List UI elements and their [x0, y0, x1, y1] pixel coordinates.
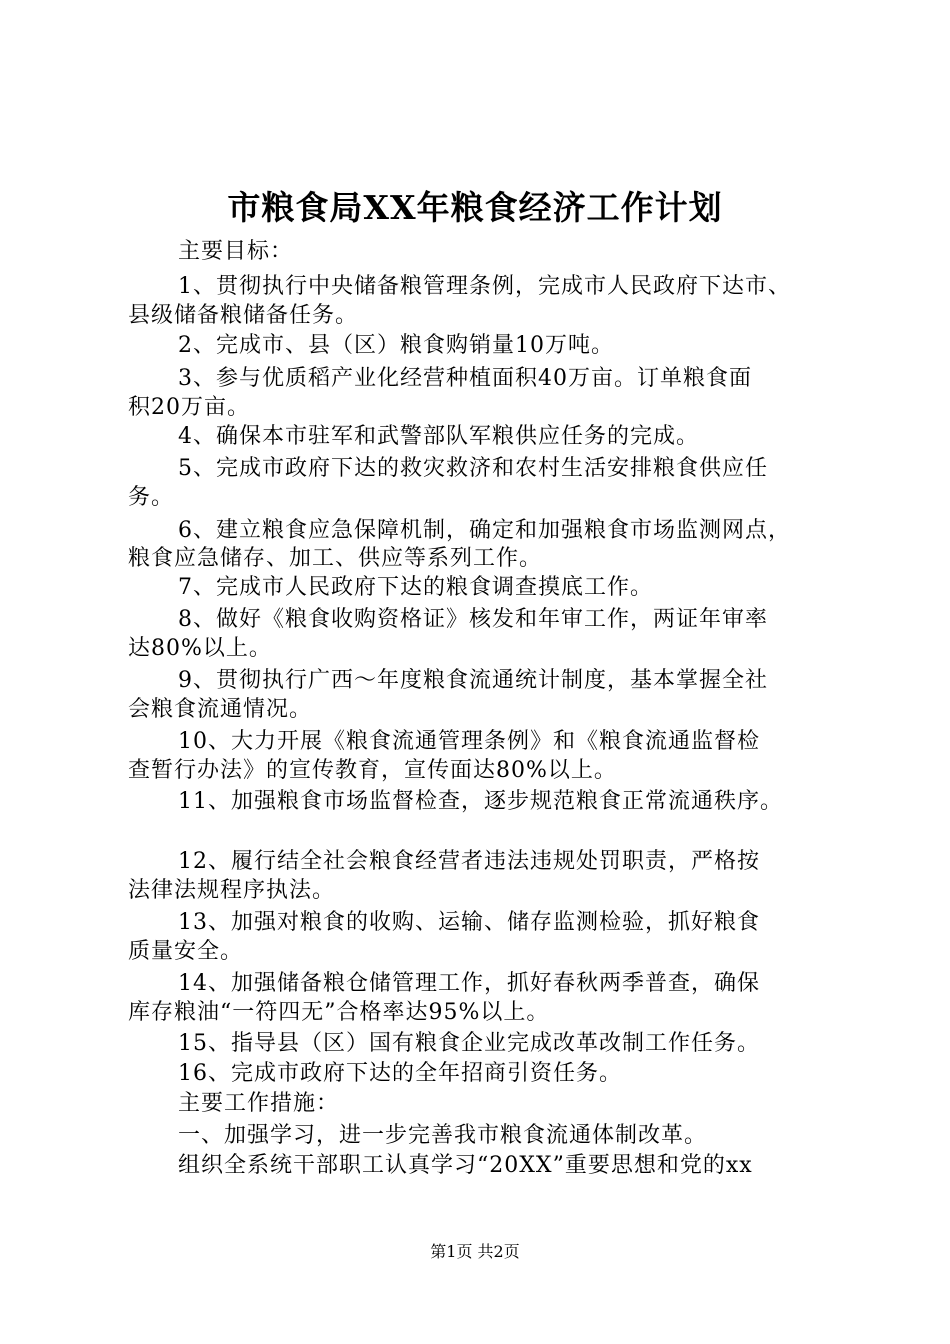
paragraph-line: 12、履行结全社会粮食经营者违法违规处罚职责，严格按 [178, 849, 760, 874]
paragraph-line: 达80%以上。 [128, 636, 272, 661]
paragraph-line: 积20万亩。 [128, 395, 250, 420]
paragraph-line: 15、指导县（区）国有粮食企业完成改革改制工作任务。 [178, 1031, 760, 1056]
paragraph-line: 务。 [128, 485, 175, 510]
paragraph-line: 2、完成市、县（区）粮食购销量10万吨。 [178, 333, 614, 358]
paragraph-line: 5、完成市政府下达的救灾救济和农村生活安排粮食供应任 [178, 456, 768, 481]
paragraph-line: 质量安全。 [128, 939, 244, 964]
page-footer: 第1页 共2页 [430, 1242, 520, 1261]
paragraph-line: 会粮食流通情况。 [128, 697, 313, 722]
paragraph-line: 组织全系统干部职工认真学习“20XX”重要思想和党的xx [178, 1153, 753, 1178]
paragraph-line: 查暂行办法》的宣传教育，宣传面达80%以上。 [128, 758, 617, 783]
paragraph-line: 8、做好《粮食收购资格证》核发和年审工作，两证年审率 [178, 607, 768, 632]
paragraph-line: 11、加强粮食市场监督检查，逐步规范粮食正常流通秩序。 [178, 789, 783, 814]
paragraph-line: 13、加强对粮食的收购、运输、储存监测检验，抓好粮食 [178, 910, 760, 935]
paragraph-line: 7、完成市人民政府下达的粮食调查摸底工作。 [178, 575, 653, 600]
paragraph-line: 县级储备粮储备任务。 [128, 303, 359, 328]
paragraph-line: 9、贯彻执行广西～年度粮食流通统计制度，基本掌握全社 [178, 668, 768, 693]
paragraph-line: 法律法规程序执法。 [128, 878, 336, 903]
paragraph-line: 一、加强学习，进一步完善我市粮食流通体制改革。 [178, 1123, 708, 1148]
section-heading-goals: 主要目标： [178, 239, 294, 264]
paragraph-line: 10、大力开展《粮食流通管理条例》和《粮食流通监督检 [178, 729, 760, 754]
paragraph-line: 库存粮油“一符四无”合格率达95%以上。 [128, 1000, 550, 1025]
paragraph-line: 14、加强储备粮仓储管理工作，抓好春秋两季普查，确保 [178, 971, 760, 996]
paragraph-line: 1、贯彻执行中央储备粮管理条例，完成市人民政府下达市、 [178, 274, 791, 299]
paragraph-line: 粮食应急储存、加工、供应等系列工作。 [128, 546, 543, 571]
paragraph-line: 4、确保本市驻军和武警部队军粮供应任务的完成。 [178, 424, 699, 449]
document-title: 市粮食局XX年粮食经济工作计划 [227, 188, 723, 227]
paragraph-line: 6、建立粮食应急保障机制，确定和加强粮食市场监测网点， [178, 518, 791, 543]
paragraph-line: 3、参与优质稻产业化经营种植面积40万亩。订单粮食面 [178, 366, 752, 391]
section-heading-measures: 主要工作措施： [178, 1091, 340, 1116]
paragraph-line: 16、完成市政府下达的全年招商引资任务。 [178, 1061, 622, 1086]
